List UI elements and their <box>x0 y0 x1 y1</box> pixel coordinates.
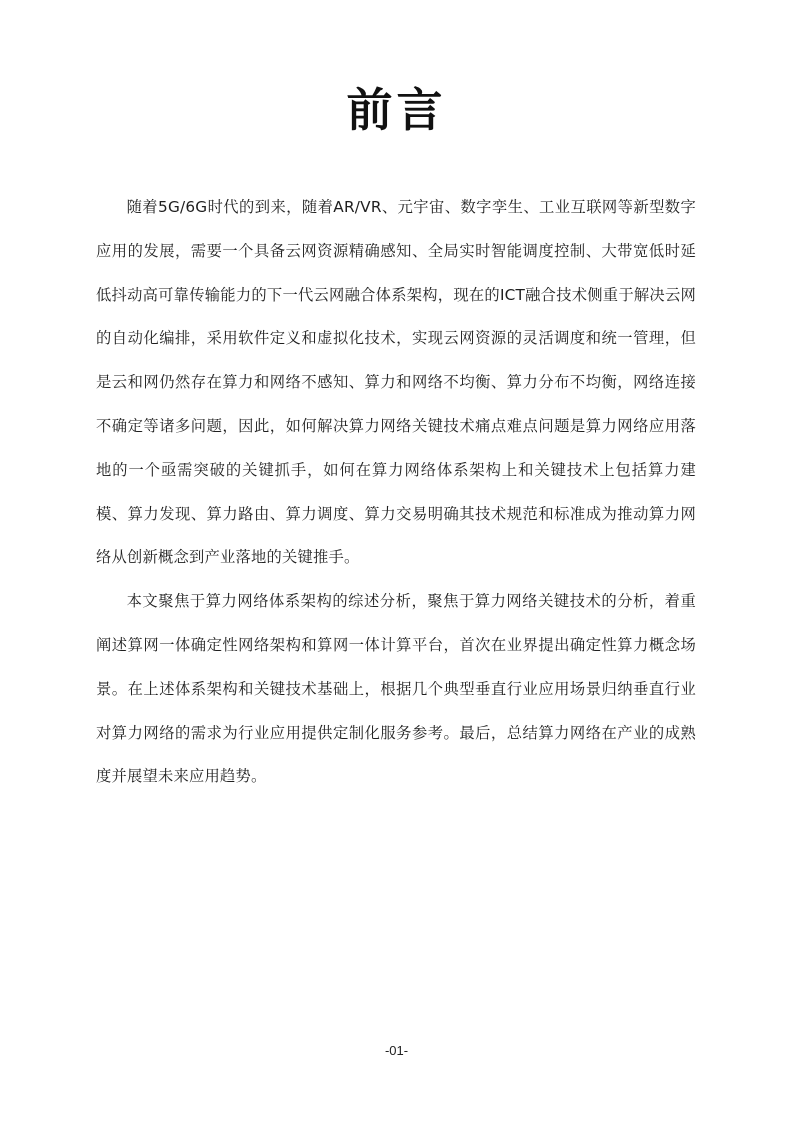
page-title: 前言 <box>346 83 447 137</box>
page-number: -01- <box>384 1043 409 1058</box>
paragraph-2: 本文聚焦于算力网络体系架构的综述分析，聚焦于算力网络关键技术的分析，着重阐述算网一体确定性网络架构和算网一体计算平台，首次在业界提出确定性算力概念场景。在上述体系架构和关键技术基础上，根据几个典型垂直行业应用场景归纳垂直行业对算力网络的需求为行业应用提供定制化服务参考。最后，总结算力网络在产业的成熟度并展望未来应用趋势。 <box>96 592 696 786</box>
body-text <box>96 186 696 799</box>
paragraph-1: 随着5G/6G时代的到来，随着AR/VR、元宇宙、数字孪生、工业互联网等新型数字应用的发展，需要一个具备云网资源精确感知、全局实时智能调度控制、大带宽低时延低抖动高可靠传输能力的下一代云网融合体系架构，现在的ICT融合技术侧重于解决云网的自动化编排，采用软件定义和虚拟化技术，实现云网资源的灵活调度和统一管理，但是云和网仍然存在算力和网络不感知、算力和网络不均衡、算力分布不均衡，网络连接不确定等诸多问题，因此，如何解决算力网络关键技术痛点难点问题是算力网络应用落地的一个亟需突破的关键抓手，如何在算力网络体系架构上和关键技术上包括算力建模、算力发现、算力路由、算力调度、算力交易明确其技术规范和标准成为推动算力网络从创新概念到产业落地的关键推手。 <box>96 198 696 567</box>
